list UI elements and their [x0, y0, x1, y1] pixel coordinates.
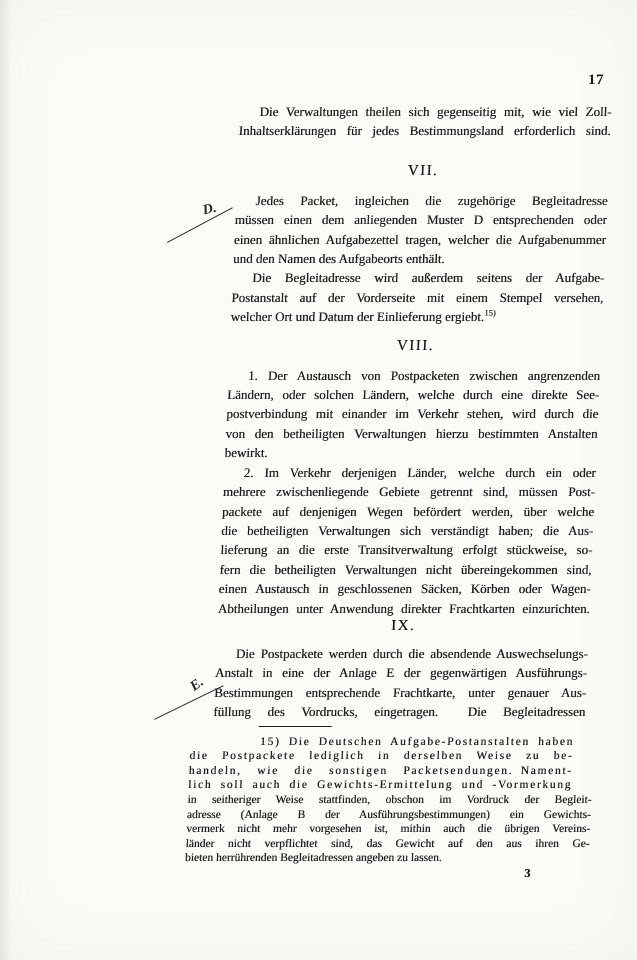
- text-line: Postanstalt auf der Vorderseite mit einem Stempel versehen,: [231, 289, 604, 305]
- text-line: bewirkt.: [224, 445, 268, 461]
- text-line: und den Namen des Aufgabeorts enthält.: [232, 251, 446, 267]
- section-heading-viii: VIII.: [396, 337, 435, 354]
- text-line: Die Postpackete werden durch die absendende Auswechselungs-: [235, 645, 589, 661]
- text-line: in seitheriger Weise stattfinden, obschon im Vordruck der Begleit-: [187, 793, 592, 806]
- paragraph-ix-1: [213, 644, 588, 722]
- margin-annotation-d-label: D.: [201, 200, 218, 219]
- text-line: mehrere zwischenliegende Gebiete getrennt sind, müssen Post-: [222, 484, 596, 500]
- text-line: füllung des Vordrucks, eingetragen. Die Begleitadressen: [213, 704, 586, 720]
- paragraph-viii-1: [224, 366, 600, 463]
- text-line: Die Begleitadresse wird außerdem seitens der Aufgabe-: [251, 270, 605, 286]
- text-line: Die Verwaltungen theilen sich gegenseitig mit, wie viel Zoll-: [259, 104, 612, 119]
- text-line: 15) Die Deutschen Aufgabe-Postanstalten haben: [259, 735, 575, 748]
- text-line: von den betheiligten Verwaltungen hierzu bestimmten Anstalten: [225, 425, 598, 441]
- text-line: Anstalt in eine der Anlage E der gegenwärtigen Ausführungs-: [214, 665, 588, 681]
- text-line: lich soll auch die Gewichts-Ermittelung und -Vormerkung: [187, 779, 573, 792]
- section-heading-vii: VII.: [407, 162, 439, 179]
- text-line: einen ähnlichen Aufgabezettel tragen, welcher die Aufgabenummer: [233, 231, 607, 247]
- footnote-separator: [259, 726, 332, 727]
- paragraph-intro: [238, 102, 612, 141]
- text-line: welcher Ort und Datum der Einlieferung ergiebt.$^{15)}$: [230, 307, 496, 325]
- text-line: Bestimmungen entsprechende Frachtkarte, unter genauer Aus-: [213, 684, 587, 700]
- page-number: 17: [588, 72, 604, 88]
- text-line: Jedes Packet, ingleichen die zugehörige Begleitadresse: [255, 192, 609, 208]
- text-line: Inhaltserklärungen für jedes Bestimmungsland erforderlich sind.: [238, 123, 612, 139]
- footnote-ref: 15): [484, 307, 496, 318]
- text-line: 2. Im Verkehr derjenigen Länder, welche durch ein oder: [243, 464, 597, 480]
- text-line: die Postpackete lediglich in derselben Weise zu be-: [189, 750, 574, 763]
- text-line: einen Austausch in geschlossenen Säcken, Körben oder Wagen-: [218, 581, 592, 597]
- text-line: handeln, wie die sonstigen Packetsendungen. Nament-: [188, 764, 574, 777]
- text-line: packete auf denjenigen Wegen befördert werden, über welche: [221, 503, 595, 519]
- text-line: adresse (Anlage B der Ausführungsbestimmungen) ein Gewichts-: [186, 808, 592, 821]
- text-column: [184, 102, 612, 880]
- paragraph-vii-2: [230, 268, 605, 326]
- text-line: die betheiligten Verwaltungen sich verständigt haben; die Aus-: [220, 522, 594, 538]
- text-line: länder nicht verpflichtet sind, das Gewicht auf den aus ihren Ge-: [185, 837, 590, 850]
- text-line: lieferung an die erste Transitverwaltung erfolgt stückweise, so-: [220, 542, 593, 558]
- text-line: bieten herrührenden Begleitadressen angeben zu lassen.: [184, 852, 442, 865]
- margin-annotation-d-line: [167, 207, 233, 243]
- text-line: 1. Der Austausch von Postpacketen zwischen angrenzenden: [247, 367, 601, 383]
- text-line: Ländern, oder solchen Ländern, welche durch eine direkte See-: [226, 387, 600, 403]
- text-line: fern die betheiligten Verwaltungen nicht übereingekommen sind,: [219, 561, 592, 577]
- text-line: vermerk nicht mehr vorgesehen ist, mithin auch die übrigen Vereins-: [185, 823, 591, 836]
- section-heading-ix: IX.: [390, 617, 416, 634]
- paragraph-vii-1: [233, 191, 608, 269]
- footnote-15: [185, 735, 595, 866]
- text-line: postverbindung mit einander im Verkehr stehen, wird durch die: [226, 406, 599, 422]
- paragraph-viii-2: [217, 463, 596, 618]
- text-line: müssen einen dem anliegenden Muster D entsprechenden oder: [234, 212, 608, 228]
- text-line: Abtheilungen unter Anwendung direkter Frachtkarten einzurichten.: [217, 600, 591, 616]
- signature-mark: 3: [524, 865, 531, 880]
- margin-annotation-e-label: E.: [187, 674, 207, 695]
